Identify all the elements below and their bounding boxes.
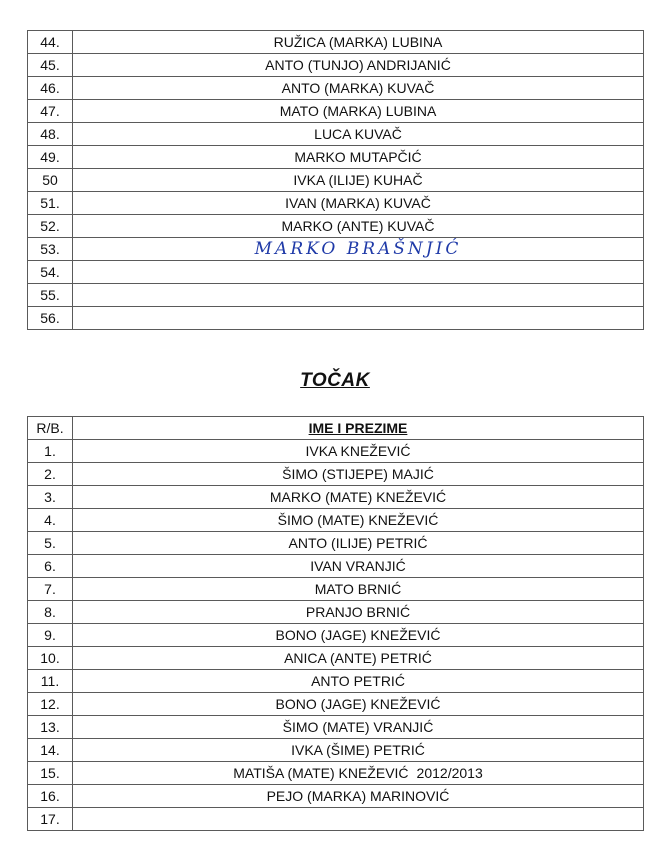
table-row bbox=[28, 739, 644, 762]
row-number: 13. bbox=[28, 716, 73, 739]
row-number: 3. bbox=[28, 486, 73, 509]
row-name-cell bbox=[73, 307, 644, 330]
row-name-cell bbox=[73, 123, 644, 146]
table-row bbox=[28, 307, 644, 330]
table-1-body bbox=[28, 31, 644, 330]
table-row bbox=[28, 215, 644, 238]
row-number: 1. bbox=[28, 440, 73, 463]
table-row bbox=[28, 693, 644, 716]
row-number: 48. bbox=[28, 123, 73, 146]
row-name-cell bbox=[73, 54, 644, 77]
table-row bbox=[28, 440, 644, 463]
table-row bbox=[28, 601, 644, 624]
table-row bbox=[28, 647, 644, 670]
row-name-cell bbox=[73, 808, 644, 831]
row-number: 10. bbox=[28, 647, 73, 670]
header-name bbox=[73, 417, 644, 440]
row-number: 7. bbox=[28, 578, 73, 601]
row-name-cell bbox=[73, 100, 644, 123]
section-title: TOČAK bbox=[300, 370, 370, 391]
row-name: BONO (JAGE) KNEŽEVIĆ bbox=[275, 627, 441, 643]
row-name-cell bbox=[73, 624, 644, 647]
table-row bbox=[28, 716, 644, 739]
row-name-cell bbox=[73, 578, 644, 601]
row-number: 52. bbox=[28, 215, 73, 238]
row-number: 46. bbox=[28, 77, 73, 100]
row-name: RUŽICA (MARKA) LUBINA bbox=[273, 34, 443, 50]
row-name-cell bbox=[73, 284, 644, 307]
row-name: MARKO MUTAPČIĆ bbox=[294, 149, 422, 165]
row-number: 5. bbox=[28, 532, 73, 555]
table-row bbox=[28, 808, 644, 831]
row-name: IVKA KNEŽEVIĆ bbox=[305, 443, 411, 459]
row-name-cell bbox=[73, 716, 644, 739]
row-name-cell bbox=[73, 785, 644, 808]
row-name: ANTO (MARKA) KUVAČ bbox=[281, 80, 435, 96]
row-name: ANTO (ILIJE) PETRIĆ bbox=[288, 535, 428, 551]
row-name-cell bbox=[73, 463, 644, 486]
table-row bbox=[28, 192, 644, 215]
table-row bbox=[28, 624, 644, 647]
row-number: 9. bbox=[28, 624, 73, 647]
row-name-cell bbox=[73, 739, 644, 762]
header-name-label: IME I PREZIME bbox=[308, 420, 408, 436]
handwritten-name: MARKO BRAŠNJIĆ bbox=[254, 239, 462, 259]
row-name: ANTO PETRIĆ bbox=[311, 673, 405, 689]
row-number: 11. bbox=[28, 670, 73, 693]
row-name-cell bbox=[73, 532, 644, 555]
row-name-cell bbox=[73, 169, 644, 192]
row-number: 17. bbox=[28, 808, 73, 831]
row-name-cell bbox=[73, 215, 644, 238]
row-name: LUCA KUVAČ bbox=[314, 126, 402, 142]
table-row bbox=[28, 463, 644, 486]
table-row bbox=[28, 578, 644, 601]
header-num: R/B. bbox=[28, 417, 73, 440]
row-name-cell bbox=[73, 647, 644, 670]
row-name: ŠIMO (STIJEPE) MAJIĆ bbox=[282, 466, 434, 482]
row-name-cell bbox=[73, 693, 644, 716]
row-number: 14. bbox=[28, 739, 73, 762]
row-number: 4. bbox=[28, 509, 73, 532]
row-name-cell bbox=[73, 146, 644, 169]
row-name: IVAN (MARKA) KUVAČ bbox=[285, 195, 431, 211]
row-name-cell bbox=[73, 601, 644, 624]
row-number: 6. bbox=[28, 555, 73, 578]
table-row bbox=[28, 77, 644, 100]
row-number: 53. bbox=[28, 238, 73, 261]
table-row bbox=[28, 31, 644, 54]
row-name: ANTO (TUNJO) ANDRIJANIĆ bbox=[265, 57, 451, 73]
table-header-row bbox=[28, 417, 644, 440]
table-row bbox=[28, 509, 644, 532]
row-number: 45. bbox=[28, 54, 73, 77]
row-number: 8. bbox=[28, 601, 73, 624]
row-name-cell bbox=[73, 509, 644, 532]
row-name: ŠIMO (MATE) VRANJIĆ bbox=[282, 719, 434, 735]
table-row bbox=[28, 555, 644, 578]
row-name: MATO (MARKA) LUBINA bbox=[279, 103, 437, 119]
table-row bbox=[28, 123, 644, 146]
row-name-cell bbox=[73, 31, 644, 54]
table-row bbox=[28, 670, 644, 693]
row-name-cell bbox=[73, 238, 644, 261]
row-name: BONO (JAGE) KNEŽEVIĆ bbox=[275, 696, 441, 712]
table-row bbox=[28, 486, 644, 509]
table-row bbox=[28, 146, 644, 169]
row-year: 2012/2013 bbox=[416, 765, 483, 781]
row-number: 44. bbox=[28, 31, 73, 54]
member-list-table-2 bbox=[27, 416, 644, 831]
row-name: PRANJO BRNIĆ bbox=[305, 604, 411, 620]
table-row bbox=[28, 54, 644, 77]
row-name: IVAN VRANJIĆ bbox=[310, 558, 406, 574]
row-number: 15. bbox=[28, 762, 73, 785]
row-name: MATO BRNIĆ bbox=[314, 581, 402, 597]
row-number: 56. bbox=[28, 307, 73, 330]
row-name-cell bbox=[73, 261, 644, 284]
table-row bbox=[28, 785, 644, 808]
row-name-cell bbox=[73, 670, 644, 693]
row-name: MARKO (MATE) KNEŽEVIĆ bbox=[269, 489, 447, 505]
table-row bbox=[28, 762, 644, 785]
row-number: 2. bbox=[28, 463, 73, 486]
row-number: 47. bbox=[28, 100, 73, 123]
table-row bbox=[28, 261, 644, 284]
row-number: 49. bbox=[28, 146, 73, 169]
row-number: 12. bbox=[28, 693, 73, 716]
row-name: IVKA (ILIJE) KUHAČ bbox=[293, 172, 423, 188]
row-name-cell bbox=[73, 77, 644, 100]
row-name: PEJO (MARKA) MARINOVIĆ bbox=[266, 788, 450, 804]
row-name: MARKO (ANTE) KUVAČ bbox=[281, 218, 435, 234]
row-name: MATIŠA (MATE) KNEŽEVIĆ bbox=[233, 765, 409, 781]
row-name: ANICA (ANTE) PETRIĆ bbox=[284, 650, 432, 666]
table-row bbox=[28, 169, 644, 192]
member-list-table-1 bbox=[27, 30, 644, 330]
row-number: 54. bbox=[28, 261, 73, 284]
table-row bbox=[28, 238, 644, 261]
row-number: 55. bbox=[28, 284, 73, 307]
row-name-cell bbox=[73, 486, 644, 509]
row-number: 50 bbox=[28, 169, 73, 192]
row-name-cell bbox=[73, 555, 644, 578]
row-number: 16. bbox=[28, 785, 73, 808]
row-name: IVKA (ŠIME) PETRIĆ bbox=[291, 742, 425, 758]
row-name-cell bbox=[73, 440, 644, 463]
table-2-body bbox=[28, 417, 644, 831]
row-name: ŠIMO (MATE) KNEŽEVIĆ bbox=[277, 512, 439, 528]
table-row bbox=[28, 532, 644, 555]
row-name-cell bbox=[73, 192, 644, 215]
table-row bbox=[28, 100, 644, 123]
row-name-cell bbox=[73, 762, 644, 785]
table-row bbox=[28, 284, 644, 307]
row-number: 51. bbox=[28, 192, 73, 215]
